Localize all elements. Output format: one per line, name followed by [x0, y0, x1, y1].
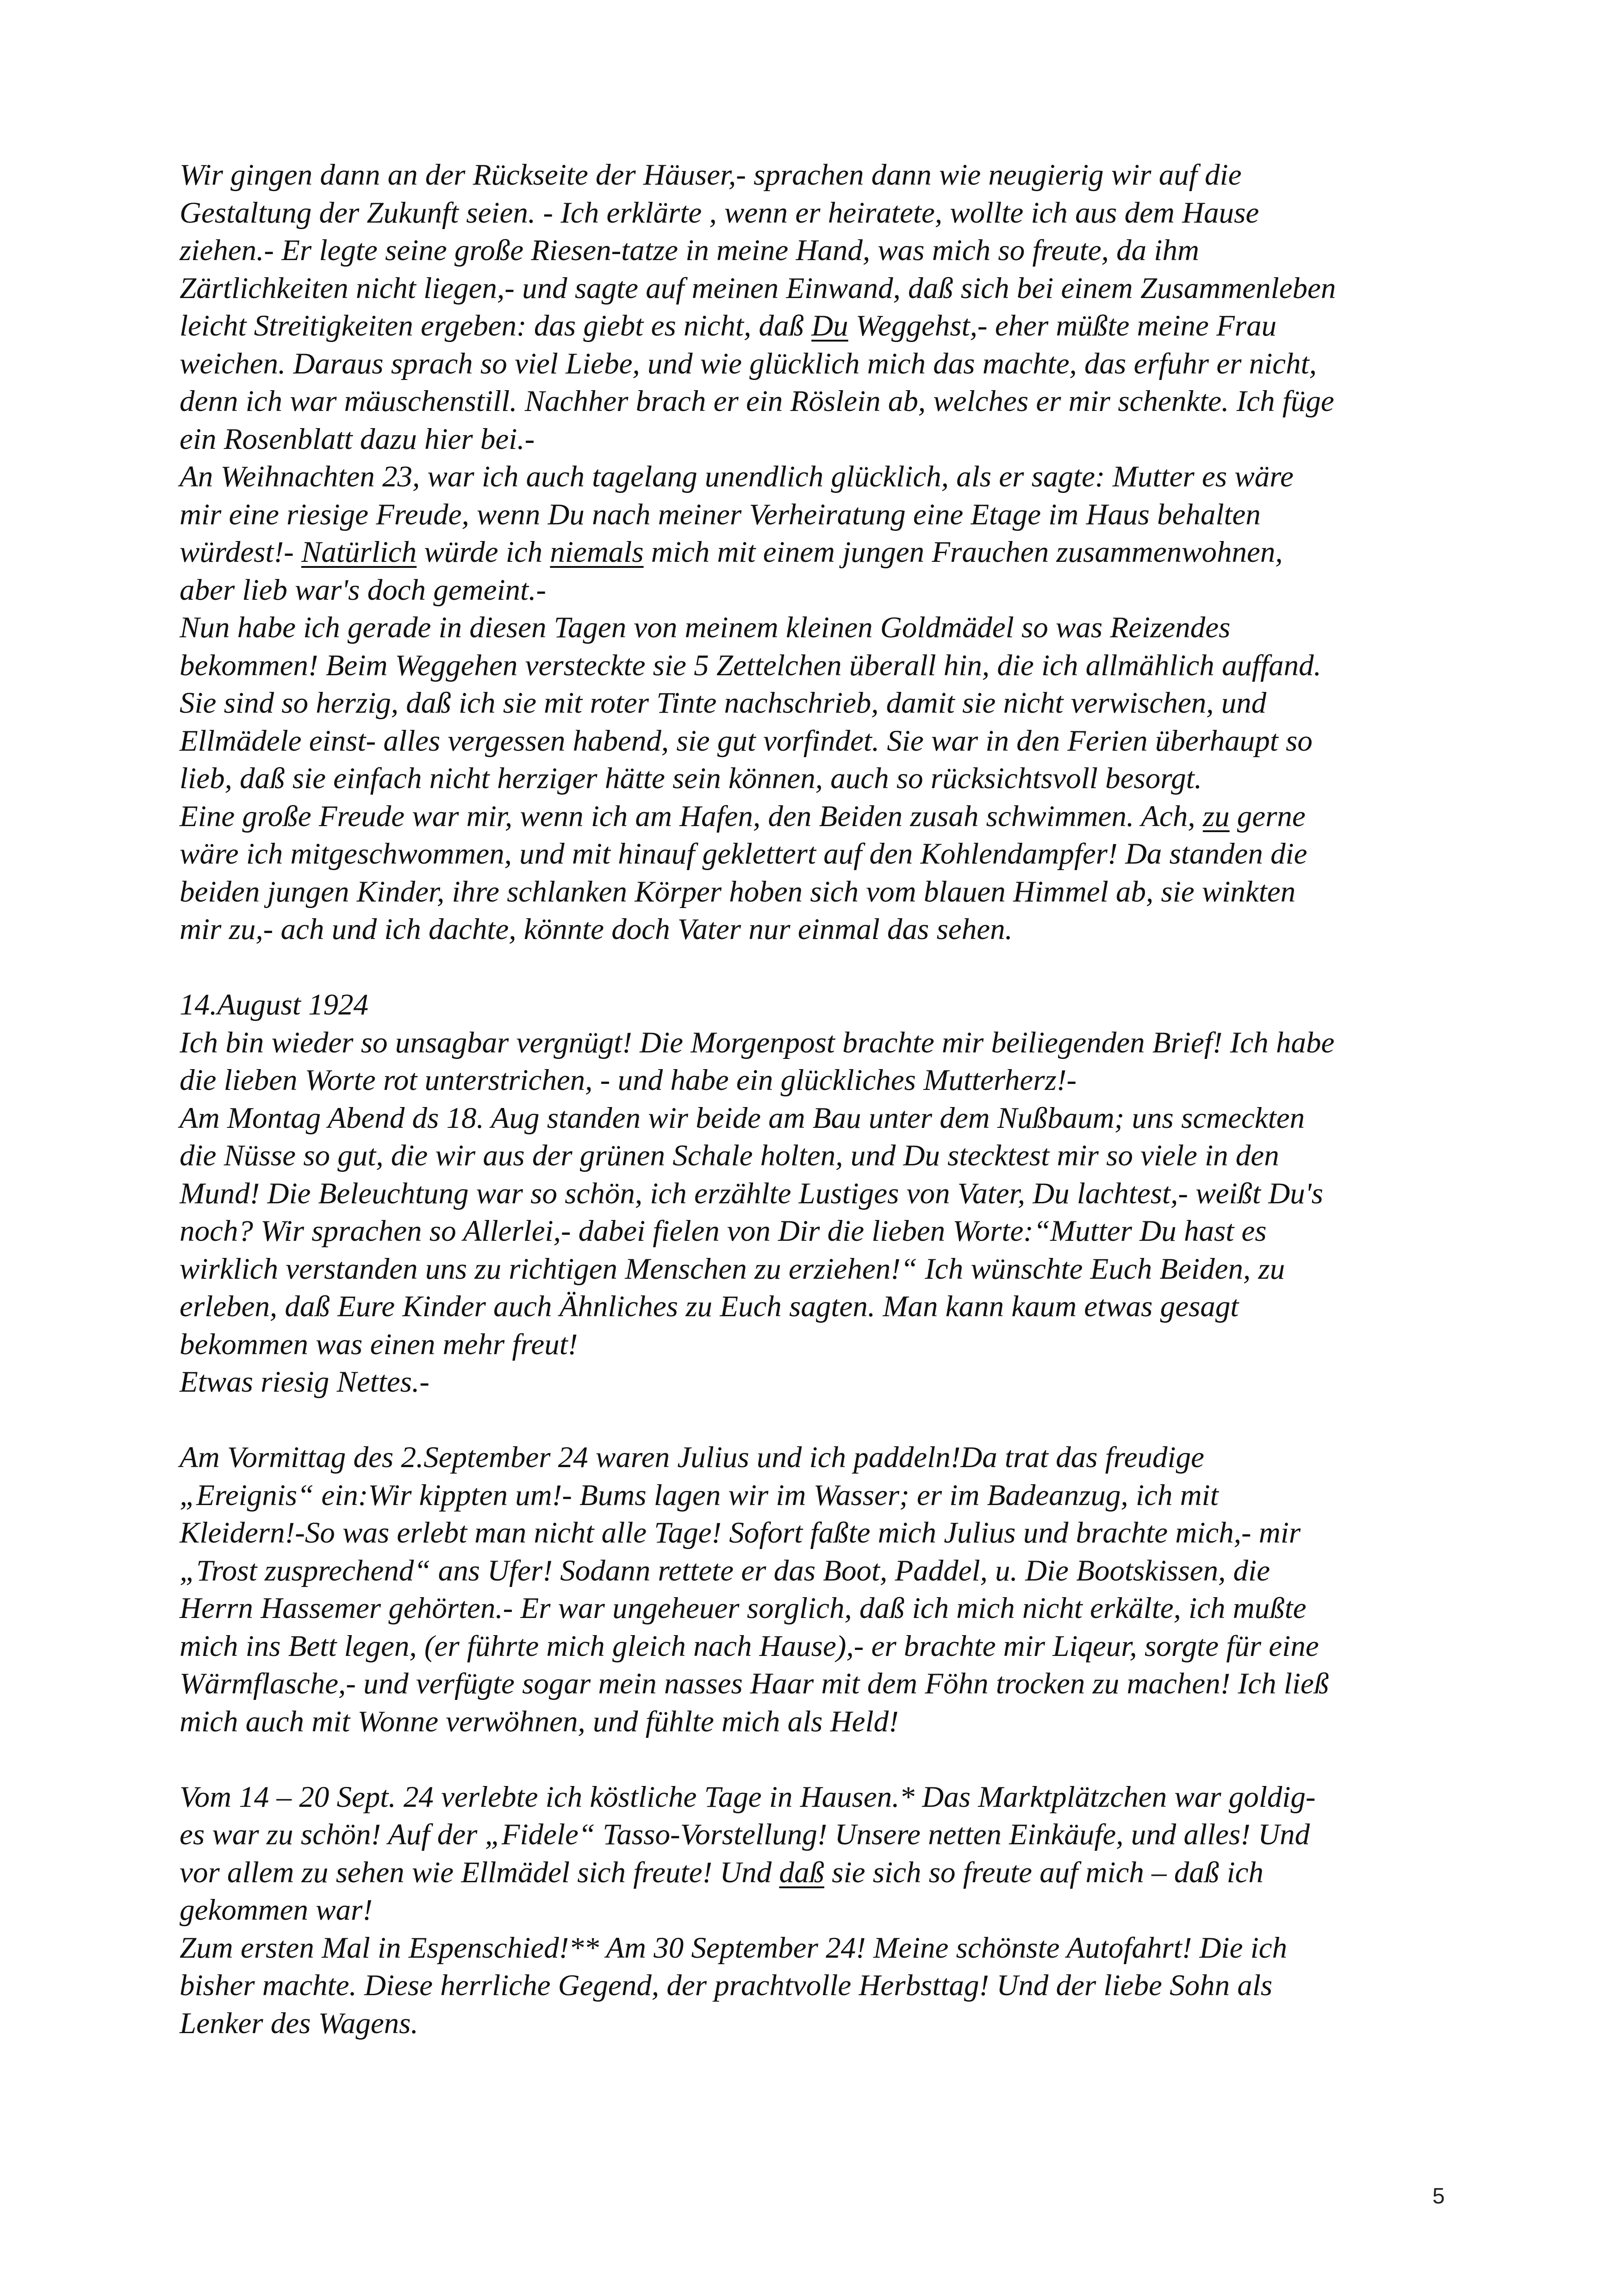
- text-line: [180, 609, 1448, 647]
- text-line: [180, 270, 1448, 308]
- text-run: sie sich so freute auf mich – daß ich: [824, 1855, 1264, 1889]
- text-run: leicht Streitigkeiten ergeben: das giebt es nicht, daß: [180, 309, 812, 342]
- text-run: mich mit einem jungen Frauchen zusammenwohnen,: [643, 535, 1283, 569]
- underlined-word: zu: [1202, 799, 1230, 833]
- text-line: [180, 1175, 1448, 1213]
- text-run: ein Rosenblatt dazu hier bei.-: [180, 422, 535, 456]
- paragraph: [180, 1100, 1448, 1364]
- text-line: [180, 647, 1448, 685]
- text-line: [180, 307, 1448, 345]
- text-run: Ellmädele einst- alles vergessen habend, sie gut vorfindet. Sie war in den Ferien überhaupt so: [180, 724, 1313, 758]
- text-section: [180, 1439, 1448, 1741]
- underlined-word: Natürlich: [301, 535, 417, 569]
- text-run: würdest!-: [180, 535, 301, 569]
- paragraph: [180, 458, 1448, 609]
- text-line: [180, 1665, 1448, 1703]
- text-run: Vom 14 – 20 Sept. 24 verlebte ich köstliche Tage in Hausen.* Das Marktplätzchen war goldig-: [180, 1780, 1316, 1814]
- text-run: Weggehst,- eher müßte meine Frau: [848, 309, 1277, 342]
- text-section: [180, 156, 1448, 949]
- text-run: mir zu,- ach und ich dachte, könnte doch Vater nur einmal das sehen.: [180, 913, 1013, 946]
- text-line: [180, 1628, 1448, 1666]
- text-line: [180, 572, 1448, 610]
- paragraph: [180, 1779, 1448, 1929]
- text-line: [180, 1929, 1448, 1967]
- text-line: [180, 421, 1448, 459]
- text-line: [180, 1590, 1448, 1628]
- text-run: bekommen! Beim Weggehen versteckte sie 5 Zettelchen überall hin, die ich allmählich auffand.: [180, 648, 1321, 682]
- text-run: Gestaltung der Zukunft seien. - Ich erklärte , wenn er heiratete, wollte ich aus dem Hause: [180, 196, 1259, 230]
- text-line: [180, 1213, 1448, 1251]
- paragraph: [180, 798, 1448, 949]
- text-line: [180, 1439, 1448, 1477]
- text-run: Lenker des Wagens.: [180, 2006, 418, 2040]
- text-run: mich ins Bett legen, (er führte mich gleich nach Hause),- er brachte mir Liqeur, sorgte für eine: [180, 1629, 1319, 1663]
- text-run: Ich bin wieder so unsagbar vergnügt! Die Morgenpost brachte mir beiliegenden Brief! Ich habe: [180, 1026, 1335, 1059]
- text-line: [180, 1552, 1448, 1590]
- text-run: Zärtlichkeiten nicht liegen,- und sagte auf meinen Einwand, daß sich bei einem Zusammenleben: [180, 271, 1336, 305]
- text-line: [180, 1288, 1448, 1326]
- text-run: lieb, daß sie einfach nicht herziger hätte sein können, auch so rücksichtsvoll besorgt.: [180, 762, 1202, 795]
- text-run: weichen. Daraus sprach so viel Liebe, und wie glücklich mich das machte, das erfuhr er nicht,: [180, 347, 1317, 380]
- text-line: [180, 1251, 1448, 1288]
- text-run: vor allem zu sehen wie Ellmädel sich freute! Und: [180, 1855, 779, 1889]
- text-line: [180, 345, 1448, 383]
- text-section: [180, 986, 1448, 1401]
- underlined-word: niemals: [550, 535, 644, 569]
- text-line: [180, 383, 1448, 421]
- text-line: [180, 986, 1448, 1024]
- text-run: Am Montag Abend ds 18. Aug standen wir beide am Bau unter dem Nußbaum; uns scmeckten: [180, 1101, 1305, 1135]
- text-line: [180, 1062, 1448, 1100]
- underlined-word: daß: [779, 1855, 825, 1889]
- text-run: Herrn Hassemer gehörten.- Er war ungeheuer sorglich, daß ich mich nicht erkälte, ich mußte: [180, 1592, 1307, 1625]
- text-run: Eine große Freude war mir, wenn ich am Hafen, den Beiden zusah schwimmen. Ach,: [180, 799, 1203, 833]
- text-run: die lieben Worte rot unterstrichen, - und habe ein glückliches Mutterherz!-: [180, 1064, 1077, 1097]
- text-run: wirklich verstanden uns zu richtigen Menschen zu erziehen!“ Ich wünschte Euch Beiden, zu: [180, 1252, 1285, 1286]
- text-run: Kleidern!-So was erlebt man nicht alle Tage! Sofort faßte mich Julius und brachte mich,- mir: [180, 1516, 1301, 1549]
- text-run: aber lieb war's doch gemeint.-: [180, 573, 546, 607]
- text-run: es war zu schön! Auf der „Fidele“ Tasso-Vorstellung! Unsere netten Einkäufe, und alles! Und: [180, 1818, 1310, 1851]
- paragraph: [180, 1363, 1448, 1401]
- text-line: [180, 1024, 1448, 1062]
- text-line: [180, 496, 1448, 534]
- text-line: [180, 684, 1448, 722]
- text-run: wäre ich mitgeschwommen, und mit hinauf geklettert auf den Kohlendampfer! Da standen die: [180, 837, 1307, 871]
- text-run: „Ereignis“ ein:Wir kippten um!- Bums lagen wir im Wasser; er im Badeanzug, ich mit: [180, 1478, 1219, 1512]
- text-line: [180, 1363, 1448, 1401]
- text-run: gekommen war!: [180, 1893, 373, 1927]
- text-line: [180, 1779, 1448, 1817]
- text-run: würde ich: [417, 535, 550, 569]
- text-line: [180, 1703, 1448, 1741]
- text-run: Etwas riesig Nettes.-: [180, 1365, 429, 1399]
- text-line: [180, 760, 1448, 798]
- text-line: [180, 911, 1448, 949]
- text-line: [180, 2005, 1448, 2043]
- text-line: [180, 722, 1448, 760]
- text-run: An Weihnachten 23, war ich auch tagelang unendlich glücklich, als er sagte: Mutter es wäre: [180, 460, 1294, 493]
- text-run: bisher machte. Diese herrliche Gegend, der prachtvolle Herbsttag! Und der liebe Sohn als: [180, 1969, 1273, 2002]
- text-line: [180, 1514, 1448, 1552]
- text-run: 14.August 1924: [180, 988, 369, 1021]
- text-line: [180, 1100, 1448, 1138]
- text-run: mich auch mit Wonne verwöhnen, und fühlte mich als Held!: [180, 1705, 899, 1738]
- text-line: [180, 835, 1448, 873]
- text-run: gerne: [1229, 799, 1306, 833]
- text-line: [180, 194, 1448, 232]
- paragraph: [180, 986, 1448, 1100]
- text-run: Wärmflasche,- und verfügte sogar mein nasses Haar mit dem Föhn trocken zu machen! Ich ließ: [180, 1667, 1329, 1700]
- document-body: [180, 156, 1448, 2080]
- text-run: bekommen was einen mehr freut!: [180, 1327, 578, 1361]
- text-run: Am Vormittag des 2.September 24 waren Julius und ich paddeln!Da trat das freudige: [180, 1441, 1204, 1474]
- text-line: [180, 458, 1448, 496]
- paragraph: [180, 1439, 1448, 1741]
- text-line: [180, 1854, 1448, 1892]
- text-run: ziehen.- Er legte seine große Riesen-tatze in meine Hand, was mich so freute, da ihm: [180, 234, 1199, 267]
- underlined-word: Du: [811, 309, 848, 342]
- page-number: 5: [1432, 2184, 1445, 2209]
- text-run: „Trost zusprechend“ ans Ufer! Sodann rettete er das Boot, Paddel, u. Die Bootskissen, die: [180, 1554, 1270, 1587]
- text-line: [180, 534, 1448, 572]
- text-line: [180, 1892, 1448, 1929]
- text-line: [180, 1137, 1448, 1175]
- text-line: [180, 798, 1448, 836]
- text-run: Nun habe ich gerade in diesen Tagen von meinem kleinen Goldmädel so was Reizendes: [180, 611, 1231, 644]
- text-run: denn ich war mäuschenstill. Nachher brach er ein Röslein ab, welches er mir schenkte. Ich füge: [180, 385, 1334, 418]
- text-run: Mund! Die Beleuchtung war so schön, ich erzählte Lustiges von Vater, Du lachtest,- weißt Du's: [180, 1176, 1323, 1210]
- text-run: Wir gingen dann an der Rückseite der Häuser,- sprachen dann wie neugierig wir auf die: [180, 158, 1242, 192]
- text-run: Zum ersten Mal in Espenschied!** Am 30 September 24! Meine schönste Autofahrt! Die ich: [180, 1931, 1288, 1965]
- text-run: beiden jungen Kinder, ihre schlanken Körper hoben sich vom blauen Himmel ab, sie winkten: [180, 875, 1296, 908]
- text-run: erleben, daß Eure Kinder auch Ähnliches zu Euch sagten. Man kann kaum etwas gesagt: [180, 1290, 1239, 1323]
- paragraph: [180, 1929, 1448, 2043]
- text-line: [180, 873, 1448, 911]
- text-line: [180, 156, 1448, 194]
- paragraph: [180, 156, 1448, 458]
- text-line: [180, 1816, 1448, 1854]
- text-run: noch? Wir sprachen so Allerlei,- dabei fielen von Dir die lieben Worte:“Mutter Du hast es: [180, 1214, 1267, 1248]
- text-line: [180, 1967, 1448, 2005]
- paragraph: [180, 609, 1448, 798]
- text-section: [180, 1779, 1448, 2043]
- text-run: die Nüsse so gut, die wir aus der grünen Schale holten, und Du stecktest mir so viele in den: [180, 1139, 1279, 1172]
- text-line: [180, 1326, 1448, 1364]
- text-line: [180, 232, 1448, 270]
- text-run: mir eine riesige Freude, wenn Du nach meiner Verheiratung eine Etage im Haus behalten: [180, 498, 1261, 531]
- text-line: [180, 1477, 1448, 1515]
- text-run: Sie sind so herzig, daß ich sie mit roter Tinte nachschrieb, damit sie nicht verwischen, und: [180, 686, 1267, 720]
